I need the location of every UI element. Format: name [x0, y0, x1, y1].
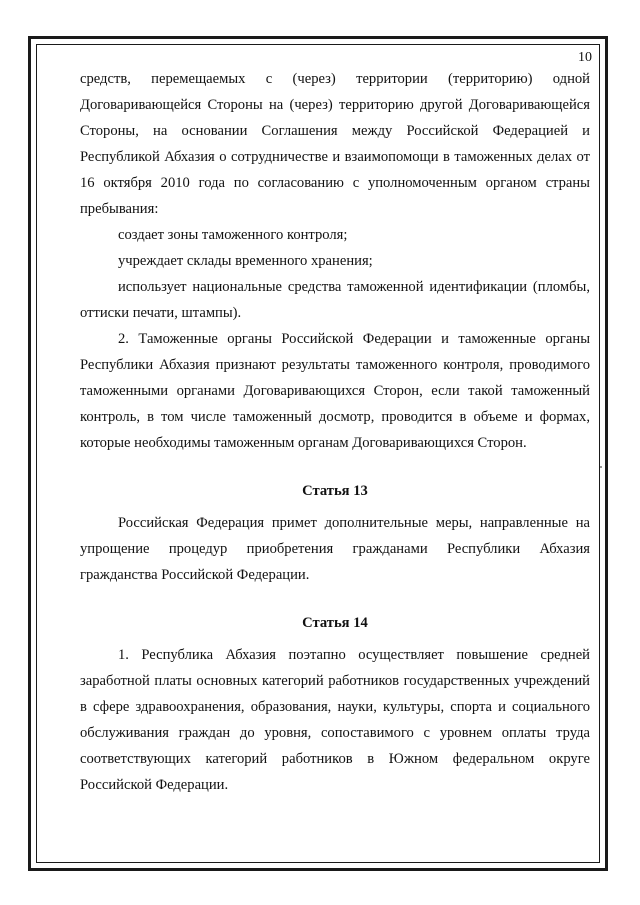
spacer: [80, 456, 590, 478]
article-14-text: 1. Республика Абхазия поэтапно осуществляет повышение средней заработной платы основных категорий работников государственных учреждений в сфере здравоохранения, образования, науки, культуры, спорта и социального обслуживания граждан до уровня, сопоставимого с уровнем оплаты труда соответствующих категорий работников в Южном федеральном округе Российской Федерации.: [80, 647, 590, 793]
article-13-text: Российская Федерация примет дополнительные меры, направленные на упрощение процедур приобретения гражданами Республики Абхазия гражданства Российской Федерации.: [80, 515, 590, 583]
list-item-identification: использует национальные средства таможенной идентификации (пломбы, оттиски печати, штампы).: [80, 279, 590, 321]
page-number: 10: [578, 50, 592, 65]
article-13-title: Статья 13: [302, 483, 368, 499]
list-item-customs-zones: создает зоны таможенного контроля;: [118, 227, 348, 243]
scan-speck: [600, 466, 602, 468]
list-item-warehouses: учреждает склады временного хранения;: [118, 253, 373, 269]
spacer: [80, 588, 590, 610]
paragraph-clause-2: 2. Таможенные органы Российской Федерации и таможенные органы Республики Абхазия признают результаты таможенного контроля, проводимого таможенными органами Договаривающихся Сторон, если такой таможенный контроль, в том числе таможенный досмотр, проводится в объеме и формах, которые необходимы таможенным органам Договаривающихся Сторон.: [80, 331, 590, 451]
article-14-title: Статья 14: [302, 615, 368, 631]
document-body: [80, 66, 590, 798]
paragraph-continuation: средств, перемещаемых с (через) территории (территорию) одной Договаривающейся Стороны на (через) территорию другой Договаривающейся Стороны, на основании Соглашения между Российской Федерацией и Республикой Абхазия о сотрудничестве и взаимопомощи в таможенных делах от 16 октября 2010 года по согласованию с уполномоченным органом страны пребывания:: [80, 71, 590, 217]
